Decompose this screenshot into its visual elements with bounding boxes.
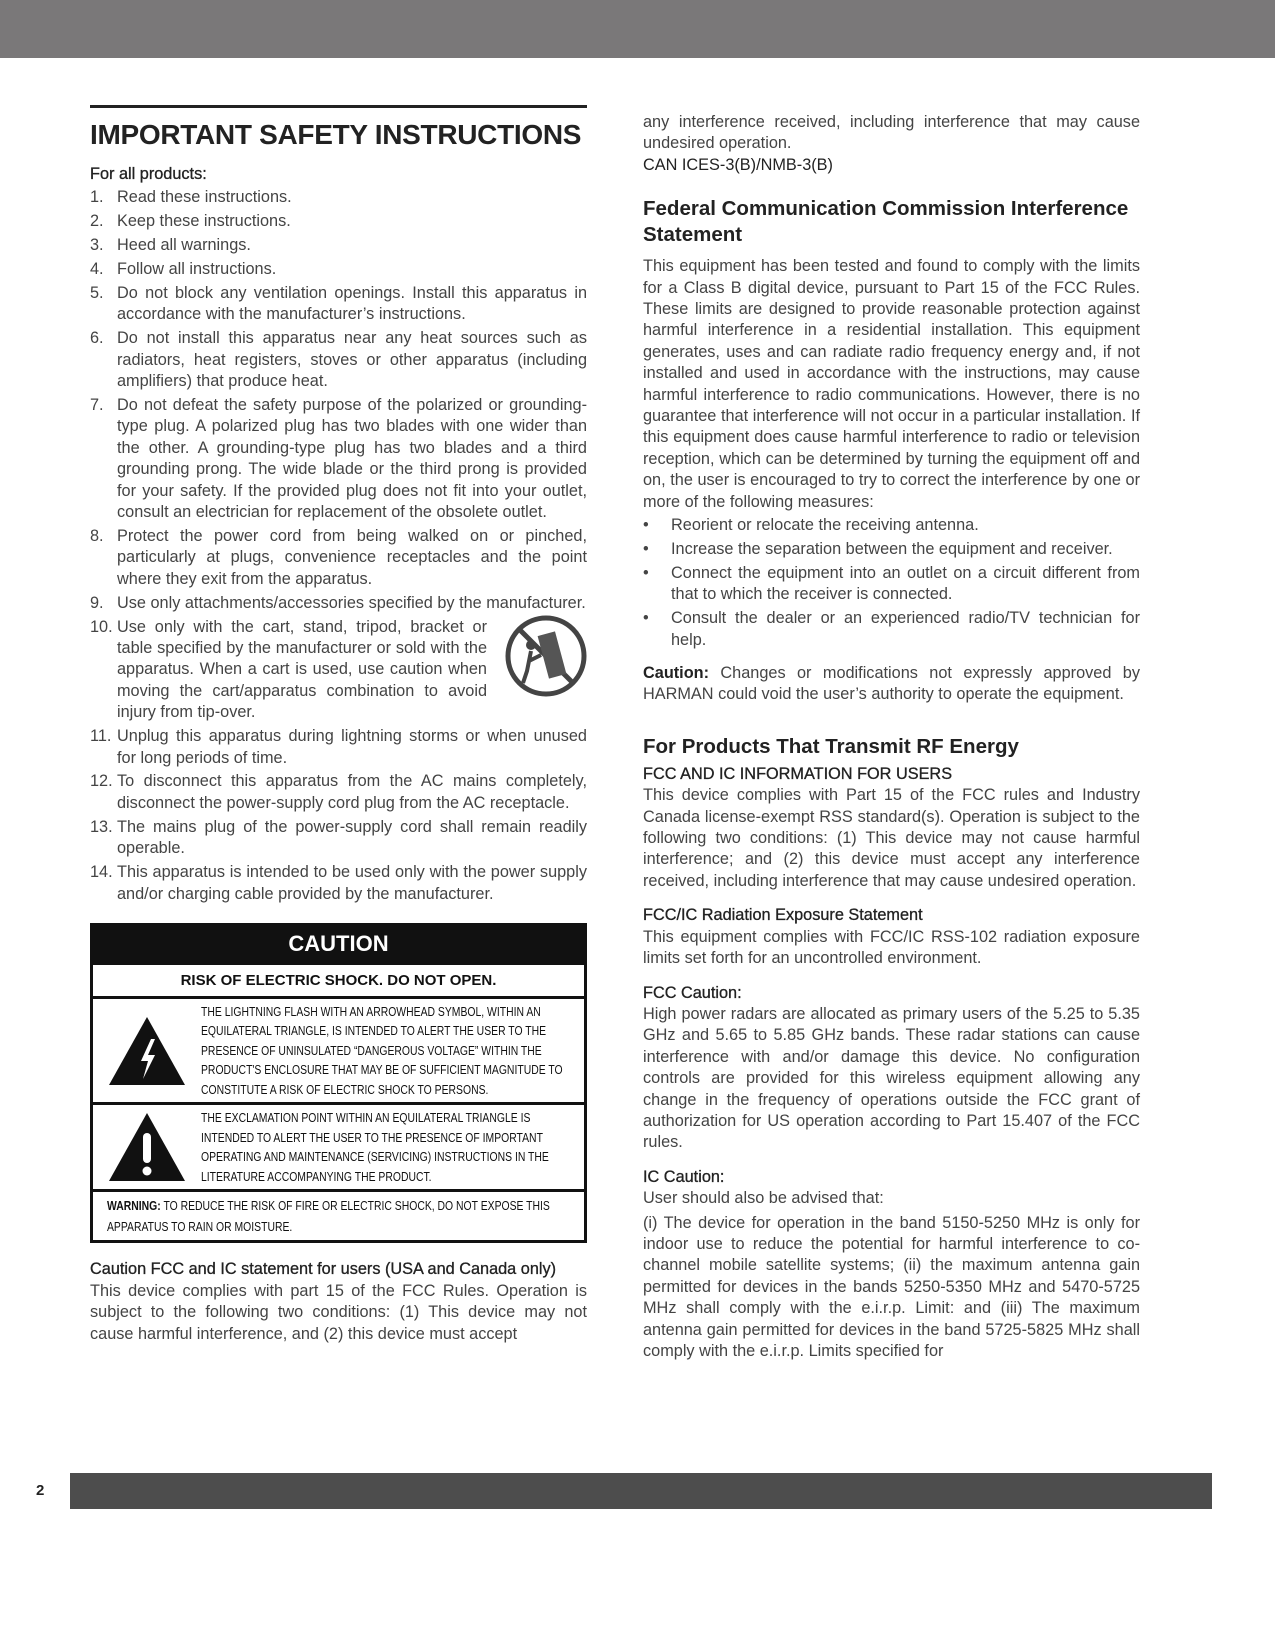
ices-label: CAN ICES-3(B)/NMB-3(B) <box>643 155 833 174</box>
measure-item: • Consult the dealer or an experienced radio/TV technician for help. <box>643 608 1140 651</box>
lightning-text: THE LIGHTNING FLASH WITH AN ARROWHEAD SYMBOL, WITHIN AN EQUILATERAL TRIANGLE, IS INTENDED TO ALERT THE USER TO THE PRESENCE OF UNINSULATED “DANGEROUS VOLTAGE” WITHIN THE PRODUCT'S ENCLOSURE THAT MAY BE OF SUFFICIENT MAGNITUDE TO CONSTITUTE A RISK OF ELECTRIC SHOCK TO PERSONS. <box>201 1003 563 1097</box>
caution-risk: RISK OF ELECTRIC SHOCK. DO NOT OPEN. <box>93 962 584 996</box>
instruction-item <box>90 862 587 905</box>
item-text: Use only attachments/accessories specified by the manufacturer. <box>117 593 586 612</box>
instruction-item <box>90 817 587 860</box>
item-number: 13. <box>90 817 113 836</box>
exclamation-row <box>93 1102 584 1189</box>
caution-box <box>90 923 587 1244</box>
item-number: 7. <box>90 396 104 415</box>
page-title: IMPORTANT SAFETY INSTRUCTIONS <box>90 119 582 150</box>
item-text: This apparatus is intended to be used only with the power supply and/or charging cable provided by the manufacturer. <box>117 863 587 903</box>
fcc-interference-title: Federal Communication Commission Interference Statement <box>643 197 1129 247</box>
item-number: 4. <box>90 260 104 279</box>
item-text: Do not block any ventilation openings. Install this apparatus in accordance with the manufacturer’s instructions. <box>117 284 587 324</box>
lightning-row <box>93 996 584 1103</box>
caution-text: Changes or modifications not expressly approved by HARMAN could void the user’s authority to operate the equipment. <box>643 664 1140 704</box>
page-number: 2 <box>36 1482 45 1499</box>
instruction-item <box>90 617 587 724</box>
ic-caution-text: (i) The device for operation in the band 5150-5250 MHz is only for indoor use to reduce the potential for harmful interference to co-channel mobile satellite systems; (ii) the maximum antenna gain permitted for devices in the bands 5250-5350 MHz and 5470-5725 MHz shall comply with the e.i.r.p. Limit: and (iii) The maximum antenna gain permitted for devices in the band 5725-5825 MHz shall comply with the e.i.r.p. Limits specified for <box>643 1213 1140 1360</box>
instruction-item <box>90 771 587 814</box>
ic-caution-intro: User should also be advised that: <box>643 1189 884 1208</box>
item-text: Heed all warnings. <box>117 236 251 255</box>
caution-title: CAUTION <box>93 926 584 962</box>
warning-body: TO REDUCE THE RISK OF FIRE OR ELECTRIC SHOCK, DO NOT EXPOSE THIS APPARATUS TO RAIN OR MOISTURE. <box>107 1198 550 1235</box>
header-bar <box>0 0 1275 58</box>
item-text: Use only with the cart, stand, tripod, bracket or table specified by the manufacturer or sold with the apparatus. When a cart is used, use caution when moving the cart/apparatus combination to avoid injury from tip-over. <box>117 617 487 722</box>
item-number: 11. <box>90 727 112 746</box>
item-number: 8. <box>90 527 104 545</box>
continued-text: any interference received, including interference that may cause undesired operation. <box>643 113 1140 153</box>
item-number: 6. <box>90 329 104 348</box>
item-number: 3. <box>90 236 104 255</box>
item-number: 10. <box>90 617 113 636</box>
measure-item: • Connect the equipment into an outlet on a circuit different from that to which the receiver is connected. <box>643 563 1140 606</box>
item-number: 5. <box>90 284 104 303</box>
left-column <box>90 105 587 1345</box>
radiation-title: FCC/IC Radiation Exposure Statement <box>643 906 923 925</box>
instruction-item <box>90 395 587 523</box>
fcc-caution-text: High power radars are allocated as primary users of the 5.25 to 5.35 GHz and 5.65 to 5.85 GHz bands. These radar stations can cause interference with and/or damage this device. No configuration controls are provided for this wireless equipment allowing any change in the frequency of operations outside the FCC grant of authorization for US operation according to Part 15.407 of the FCC rules. <box>643 1004 1140 1152</box>
item-number: 1. <box>90 188 104 207</box>
rf-energy-title: For Products That Transmit RF Energy <box>643 734 1019 758</box>
instruction-item <box>90 259 587 280</box>
measure-item: • Increase the separation between the equipment and receiver. <box>643 539 1140 560</box>
instruction-item <box>90 187 587 208</box>
instruction-item <box>90 328 587 392</box>
exclamation-warning-icon <box>93 1111 201 1183</box>
fcc-ic-info-text: This device complies with Part 15 of the FCC rules and Industry Canada license-exempt RSS standard(s). Operation is subject to the following two conditions: (1) This device may not cause harmful interference; and (2) this device must accept any interference received, including interference that may cause undesired operation. <box>643 786 1140 890</box>
item-text: Unplug this apparatus during lightning storms or when unused for long periods of time. <box>117 727 587 767</box>
fcc-statement-text: This device complies with part 15 of the FCC Rules. Operation is subject to the following two conditions: (1) This device may not cause harmful interference, and (2) this device must accept <box>90 1281 587 1343</box>
item-number: 9. <box>90 593 104 612</box>
item-text: Do not defeat the safety purpose of the polarized or grounding-type plug. A polarized plug has two blades with one wider than the other. A grounding-type plug has two blades and a third grounding prong. The wide blade or the third prong is provided for your safety. If the provided plug does not fit into your outlet, consult an electrician for replacement of the obsolete outlet. <box>117 396 587 522</box>
caution-label: Caution: <box>643 664 710 683</box>
ic-caution-title: IC Caution: <box>643 1167 725 1186</box>
footer-bar <box>70 1473 1212 1509</box>
item-number: 2. <box>90 212 104 231</box>
right-column <box>643 112 1140 1362</box>
instruction-list <box>90 187 587 905</box>
item-text: To disconnect this apparatus from the AC mains completely, disconnect the power-supply cord plug from the AC receptacle. <box>117 772 587 812</box>
item-text: Follow all instructions. <box>117 260 277 279</box>
warning-text <box>107 1195 570 1237</box>
item-number: 12. <box>90 772 113 791</box>
fcc-caution-title: FCC Caution: <box>643 983 742 1002</box>
item-text: Do not install this apparatus near any heat sources such as radiators, heat registers, stoves or other apparatus (including amplifiers) that produce heat. <box>117 329 587 391</box>
fcc-ic-info-title: FCC AND IC INFORMATION FOR USERS <box>643 764 953 783</box>
instruction-item <box>90 235 587 256</box>
instruction-item <box>90 526 587 590</box>
for-all-label: For all products: <box>90 165 207 183</box>
warning-row <box>93 1189 584 1240</box>
item-text: Read these instructions. <box>117 188 292 207</box>
radiation-text: This equipment complies with FCC/IC RSS-102 radiation exposure limits set forth for an uncontrolled environment. <box>643 927 1140 968</box>
instruction-item <box>90 211 587 232</box>
measure-item: • Reorient or relocate the receiving antenna. <box>643 515 1140 536</box>
fcc-statement-heading: Caution FCC and IC statement for users (USA and Canada only) <box>90 1260 557 1279</box>
exclamation-text: THE EXCLAMATION POINT WITHIN AN EQUILATERAL TRIANGLE IS INTENDED TO ALERT THE USER TO THE PRESENCE OF IMPORTANT OPERATING AND MAINTENANCE (SERVICING) INSTRUCTIONS IN THE LITERATURE ACCOMPANYING THE PRODUCT. <box>201 1110 549 1184</box>
item-text: The mains plug of the power-supply cord shall remain readily operable. <box>117 817 587 858</box>
item-text: Protect the power cord from being walked on or pinched, particularly at plugs, convenience receptacles and the point where they exit from the apparatus. <box>117 527 587 588</box>
instruction-item <box>90 283 587 326</box>
fcc-interference-text: This equipment has been tested and found to comply with the limits for a Class B digital device, pursuant to Part 15 of the FCC Rules. These limits are designed to provide reasonable protection against harmful interference in a residential installation. This equipment generates, uses and can radiate radio frequency energy and, if not installed and used in accordance with the instructions, may cause harmful interference to radio communications. However, there is no guarantee that interference will not occur in a particular installation. If this equipment does cause harmful interference to radio or television reception, which can be determined by turning the equipment off and on, the user is encouraged to try to correct the interference by one or more of the following measures: <box>643 257 1140 511</box>
instruction-item <box>90 726 587 769</box>
measures-list <box>643 515 1140 651</box>
instruction-item <box>90 593 587 614</box>
item-number: 14. <box>90 863 113 882</box>
item-text: Keep these instructions. <box>117 212 291 231</box>
warning-label: WARNING: <box>107 1198 161 1214</box>
caution-paragraph <box>643 663 1140 706</box>
cart-tipover-icon <box>505 615 587 697</box>
lightning-warning-icon <box>93 1015 201 1087</box>
